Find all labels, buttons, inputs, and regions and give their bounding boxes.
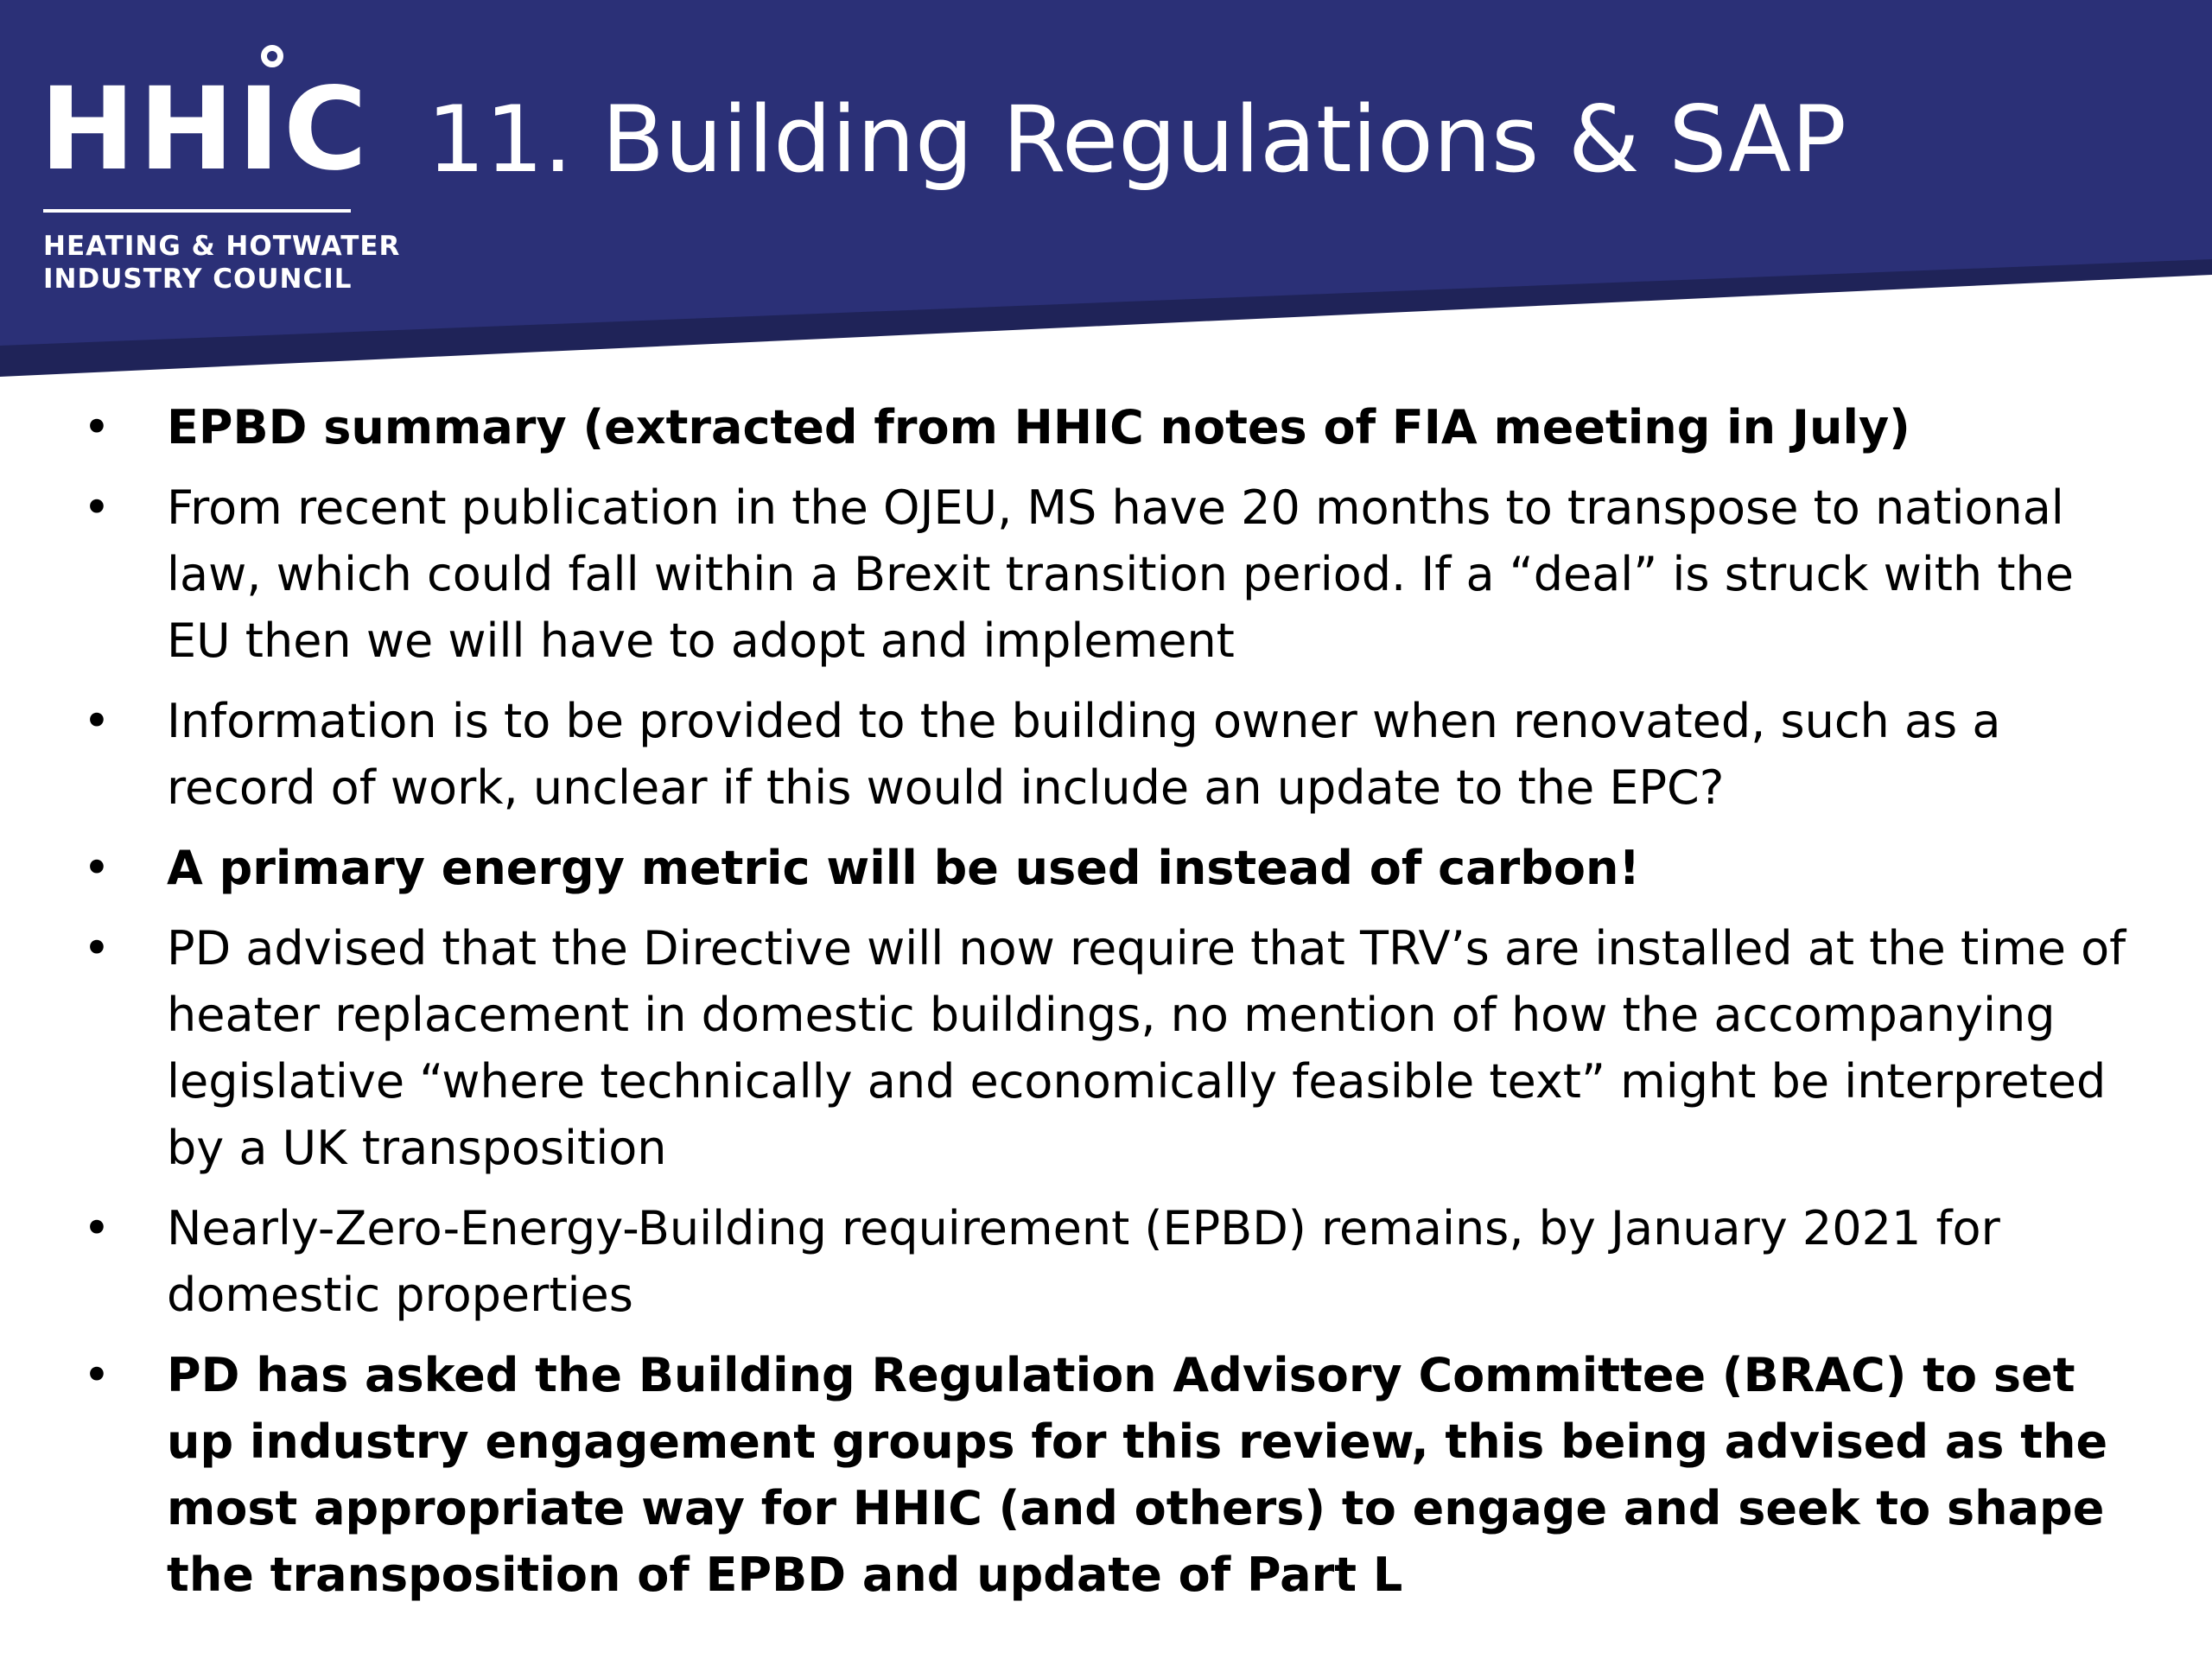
bullet-item [0,1342,2145,1608]
logo-wordmark: HHIC [40,63,371,196]
bullet-text: From recent publication in the OJEU, MS have 20 months to transpose to national law, which could fall within a Brexit transition period. If a “deal” is struck with the EU then we will have to adopt and implement [167,480,2074,668]
bullet-icon: • [83,1201,111,1255]
bullet-text: PD has asked the Building Regulation Advisory Committee (BRAC) to set up industry engagement groups for this review, this being advised as the most appropriate way for HHIC (and others) to engage and seek to shape the transposition of EPBD and update of Part L [167,1348,2108,1602]
logo-divider [43,209,351,213]
bullet-item [0,688,2145,821]
bullet-list [0,394,2212,1622]
logo-tagline-line1: HEATING & HOTWATER [43,231,401,262]
bullet-item [0,915,2145,1181]
bullet-text: Information is to be provided to the building owner when renovated, such as a record of work, unclear if this would include an update to the EPC? [167,694,2001,815]
logo-tagline-line2: INDUSTRY COUNCIL [43,264,353,295]
slide-title: 11. Building Regulations & SAP [427,86,1847,193]
bullet-item [0,474,2145,674]
bullet-item [0,1195,2145,1328]
bullet-text: A primary energy metric will be used instead of carbon! [167,841,1641,895]
bullet-item [0,394,2145,461]
bullet-icon: • [83,921,111,976]
bullet-icon: • [83,841,111,895]
bullet-text: EPBD summary (extracted from HHIC notes of FIA meeting in July) [167,400,1910,454]
bullet-text: Nearly-Zero-Energy-Building requirement (EPBD) remains, by January 2021 for domestic properties [167,1201,2000,1322]
bullet-text: PD advised that the Directive will now require that TRV’s are installed at the time of heater replacement in domestic buildings, no mention of how the accompanying legislative “where technically and economically feasible text” might be interpreted by a UK transposition [167,921,2126,1175]
hhic-logo [40,35,401,295]
bullet-icon: • [83,1348,111,1402]
logo-tagline [43,230,400,296]
bullet-icon: • [83,400,111,454]
bullet-icon: • [83,694,111,748]
bullet-icon: • [83,480,111,535]
bullet-item [0,835,2145,901]
